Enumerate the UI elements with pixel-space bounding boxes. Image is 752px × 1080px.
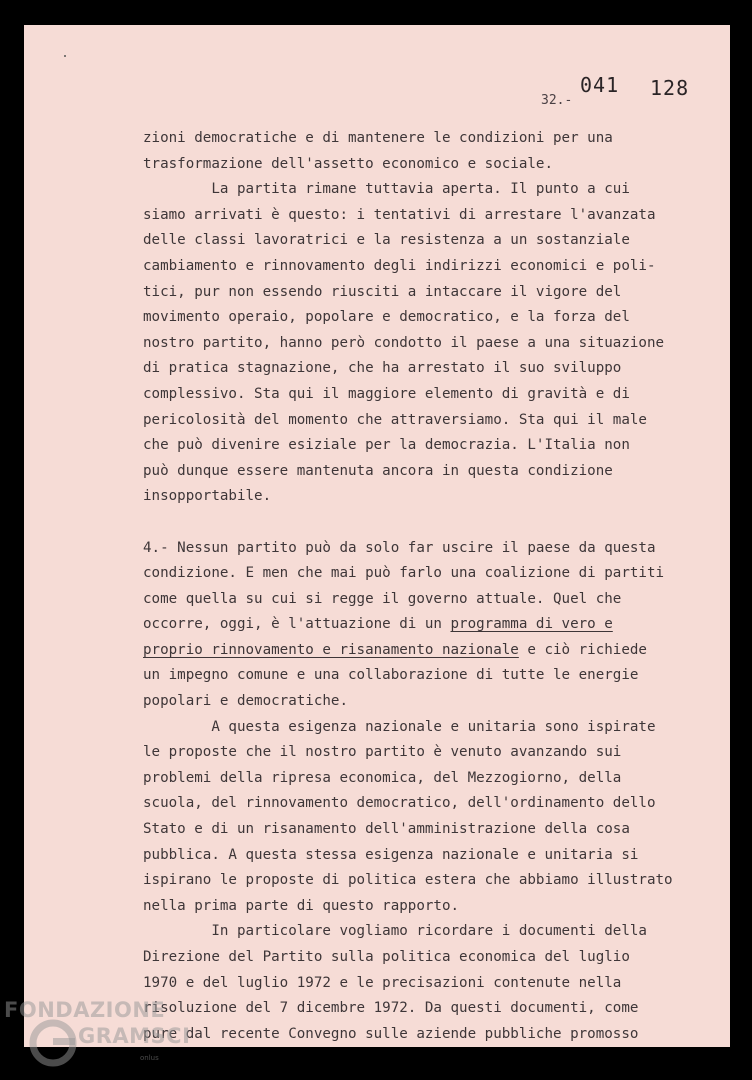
text-line-content: ispirano le proposte di politica estera che abbiamo illustrato xyxy=(143,872,673,889)
text-line-content: condizione. E men che mai può farlo una coalizione di partiti xyxy=(143,565,665,582)
watermark-small: onlus xyxy=(140,1054,159,1062)
archive-stamp-sheet: 128 xyxy=(650,76,690,100)
text-line xyxy=(143,689,703,715)
text-line xyxy=(143,484,703,510)
text-line xyxy=(143,817,703,843)
text-line-content: La partita rimane tuttavia aperta. Il punto a cui xyxy=(143,181,630,198)
text-line-content: risoluzione del 7 dicembre 1972. Da questi documenti, come xyxy=(143,1000,639,1017)
text-line-content: scuola, del rinnovamento democratico, dell'ordinamento dello xyxy=(143,795,656,812)
text-line xyxy=(143,459,703,485)
text-line-content: di pratica stagnazione, che ha arrestato il suo sviluppo xyxy=(143,360,622,377)
text-line-content: movimento operaio, popolare e democratico, e la forza del xyxy=(143,309,630,326)
paper-speck xyxy=(64,55,66,57)
text-line xyxy=(143,919,703,945)
text-line xyxy=(143,126,703,152)
text-line xyxy=(143,177,703,203)
text-line-content: pericolosità del momento che attraversiamo. Sta qui il male xyxy=(143,411,647,428)
text-line-content: 4.- Nessun partito può da solo far uscire il paese da questa xyxy=(143,539,656,556)
text-line xyxy=(143,868,703,894)
text-line-content: occorre, oggi, è l'attuazione di un xyxy=(143,616,451,633)
text-line-content: problemi della ripresa economica, del Mezzogiorno, della xyxy=(143,769,622,786)
text-line xyxy=(143,433,703,459)
text-line-content: un impegno comune e una collaborazione di tutte le energie xyxy=(143,667,639,684)
text-line-content: zioni democratiche e di mantenere le condizioni per una xyxy=(143,130,613,146)
text-line xyxy=(143,254,703,280)
typewritten-body xyxy=(143,126,703,1047)
text-line-content: 1970 e del luglio 1972 e le precisazioni contenute nella xyxy=(143,974,622,991)
text-line xyxy=(143,894,703,920)
text-line xyxy=(143,843,703,869)
gramsci-logo-icon xyxy=(28,1018,78,1068)
text-line-content: popolari e democratiche. xyxy=(143,693,348,710)
text-line-continuation: e ciò richiede xyxy=(518,641,647,658)
text-line-content: le proposte che il nostro partito è venuto avanzando sui xyxy=(143,744,622,761)
text-line xyxy=(143,971,703,997)
text-line xyxy=(143,408,703,434)
text-line xyxy=(143,663,703,689)
text-line xyxy=(143,1022,703,1047)
text-line xyxy=(143,791,703,817)
text-line xyxy=(143,228,703,254)
text-line xyxy=(143,612,703,638)
text-line-content: cambiamento e rinnovamento degli indirizzi economici e poli- xyxy=(143,257,656,274)
text-line xyxy=(143,766,703,792)
watermark-line1: FONDAZIONE xyxy=(4,998,166,1022)
text-line xyxy=(143,203,703,229)
text-line xyxy=(143,382,703,408)
text-line-content: può dunque essere mantenuta ancora in questa condizione xyxy=(143,462,613,479)
text-line-content: nostro partito, hanno però condotto il paese a una situazione xyxy=(143,334,665,351)
paragraph-gap xyxy=(143,510,703,536)
text-line-content: siamo arrivati è questo: i tentativi di arrestare l'avanzata xyxy=(143,206,656,223)
watermark-line2: GRAMSCI xyxy=(78,1024,191,1048)
text-line-content: che può divenire esiziale per la democrazia. L'Italia non xyxy=(143,437,630,454)
text-line xyxy=(143,536,703,562)
text-line xyxy=(143,152,703,178)
text-line xyxy=(143,996,703,1022)
text-line xyxy=(143,740,703,766)
text-line-content: Direzione del Partito sulla politica economica del luglio xyxy=(143,949,630,965)
page-number: 32.- xyxy=(541,93,573,108)
text-line-content: trasformazione dell'assetto economico e sociale. xyxy=(143,155,553,172)
text-line-content: In particolare vogliamo ricordare i documenti della xyxy=(143,923,647,940)
text-line xyxy=(143,715,703,741)
text-line-content: pure dal recente Convegno sulle aziende pubbliche promosso xyxy=(143,1025,639,1042)
text-line-content: nella prima parte di questo rapporto. xyxy=(143,897,460,914)
text-line xyxy=(143,945,703,971)
text-line xyxy=(143,638,703,664)
text-line-content: complessivo. Sta qui il maggiore elemento di gravità e di xyxy=(143,385,630,402)
text-line xyxy=(143,280,703,306)
text-line xyxy=(143,305,703,331)
underlined-phrase: programma di vero e xyxy=(450,616,613,633)
text-line-content: Stato e di un risanamento dell'amministrazione della cosa xyxy=(143,821,630,838)
text-line-content: A questa esigenza nazionale e unitaria sono ispirate xyxy=(143,718,656,735)
text-line xyxy=(143,331,703,357)
text-line xyxy=(143,356,703,382)
document-page xyxy=(24,25,730,1047)
archive-stamp-folder: 041 xyxy=(580,73,620,97)
text-line xyxy=(143,587,703,613)
text-line-content: delle classi lavoratrici e la resistenza a un sostanziale xyxy=(143,232,630,249)
fondazione-gramsci-watermark xyxy=(0,996,200,1080)
text-line-content: insopportabile. xyxy=(143,488,272,505)
text-line-content: tici, pur non essendo riusciti a intaccare il vigore del xyxy=(143,283,622,300)
text-line xyxy=(143,561,703,587)
text-line-content: pubblica. A questa stessa esigenza nazionale e unitaria si xyxy=(143,846,639,863)
underlined-phrase: proprio rinnovamento e risanamento nazionale xyxy=(143,641,519,658)
text-line-content: come quella su cui si regge il governo attuale. Quel che xyxy=(143,590,622,607)
